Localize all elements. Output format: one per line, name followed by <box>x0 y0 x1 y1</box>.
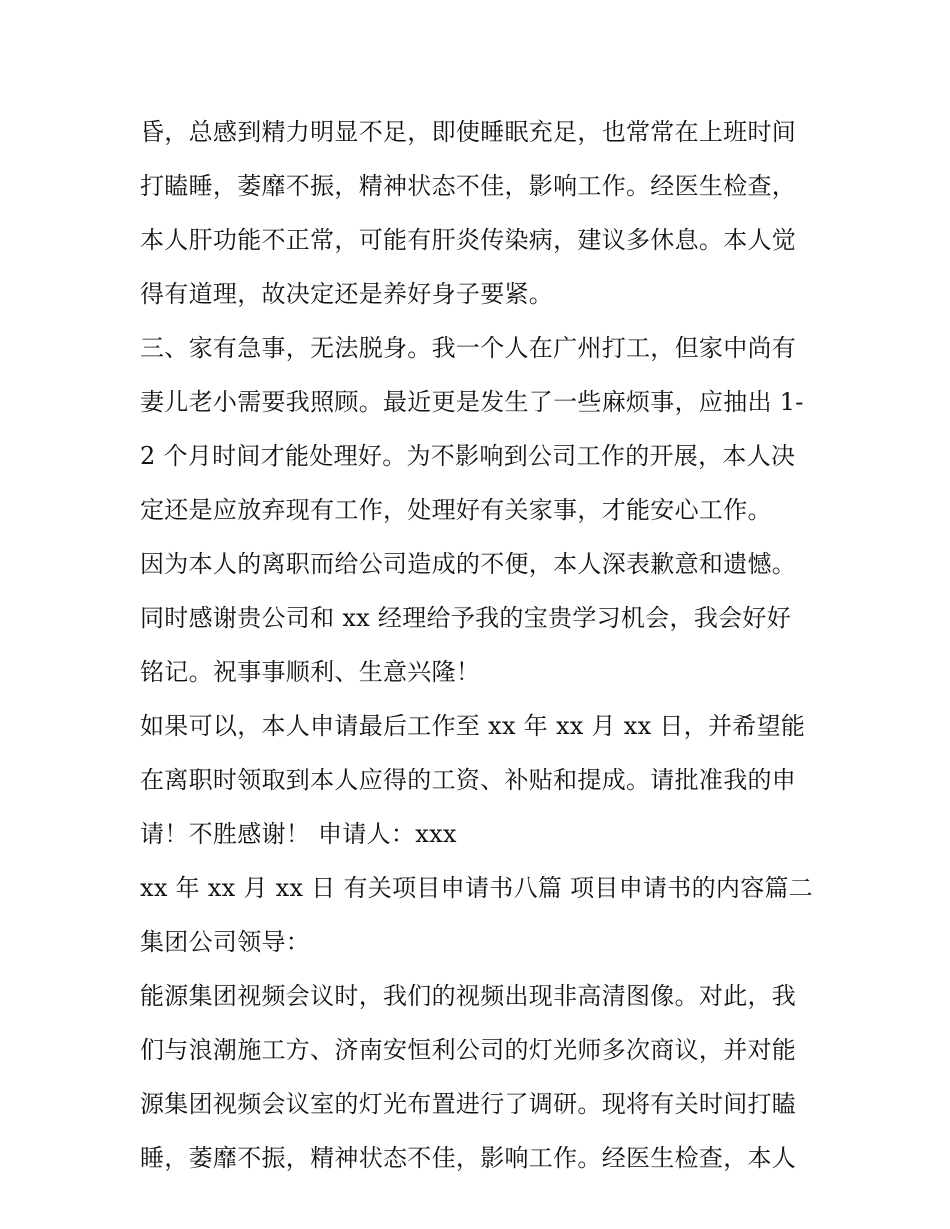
text-line: 三、家有急事，无法脱身。我一个人在广州打工，但家中尚有 <box>140 334 797 362</box>
text-line: 如果可以，本人申请最后工作至 xx 年 xx 月 xx 日，并希望能 <box>140 712 806 740</box>
text-line: 集团公司领导： <box>140 928 311 956</box>
text-line: 本人肝功能不正常，可能有肝炎传染病，建议多休息。本人觉 <box>140 226 797 254</box>
text-line: 打瞌睡，萎靡不振，精神状态不佳，影响工作。经医生检查， <box>140 172 797 200</box>
text-line: 妻儿老小需要我照顾。最近更是发生了一些麻烦事，应抽出 1- <box>140 388 804 416</box>
text-line: 铭记。祝事事顺利、生意兴隆！ <box>140 658 481 686</box>
text-line: 2 个月时间才能处理好。为不影响到公司工作的开展，本人决 <box>140 442 796 470</box>
text-line: 请！不胜感谢！ 申请人：xxx <box>140 820 457 848</box>
text-line: 得有道理，故决定还是养好身子要紧。 <box>140 280 554 308</box>
text-line: 因为本人的离职而给公司造成的不便，本人深表歉意和遗憾。 <box>140 550 797 578</box>
text-line: 睡，萎靡不振，精神状态不佳，影响工作。经医生检查，本人 <box>140 1144 797 1172</box>
document-body <box>140 105 820 1185</box>
text-line: 同时感谢贵公司和 xx 经理给予我的宝贵学习机会，我会好好 <box>140 604 792 632</box>
text-line: xx 年 xx 月 xx 日 有关项目申请书八篇 项目申请书的内容篇二 <box>140 874 814 902</box>
text-line: 定还是应放弃现有工作，处理好有关家事，才能安心工作。 <box>140 496 772 524</box>
text-line: 能源集团视频会议时，我们的视频出现非高清图像。对此，我 <box>140 982 797 1010</box>
text-line: 源集团视频会议室的灯光布置进行了调研。现将有关时间打瞌 <box>140 1090 797 1118</box>
text-line: 们与浪潮施工方、济南安恒利公司的灯光师多次商议，并对能 <box>140 1036 797 1064</box>
text-line: 昏，总感到精力明显不足，即使睡眠充足，也常常在上班时间 <box>140 118 797 146</box>
text-line: 在离职时领取到本人应得的工资、补贴和提成。请批准我的申 <box>140 766 797 794</box>
